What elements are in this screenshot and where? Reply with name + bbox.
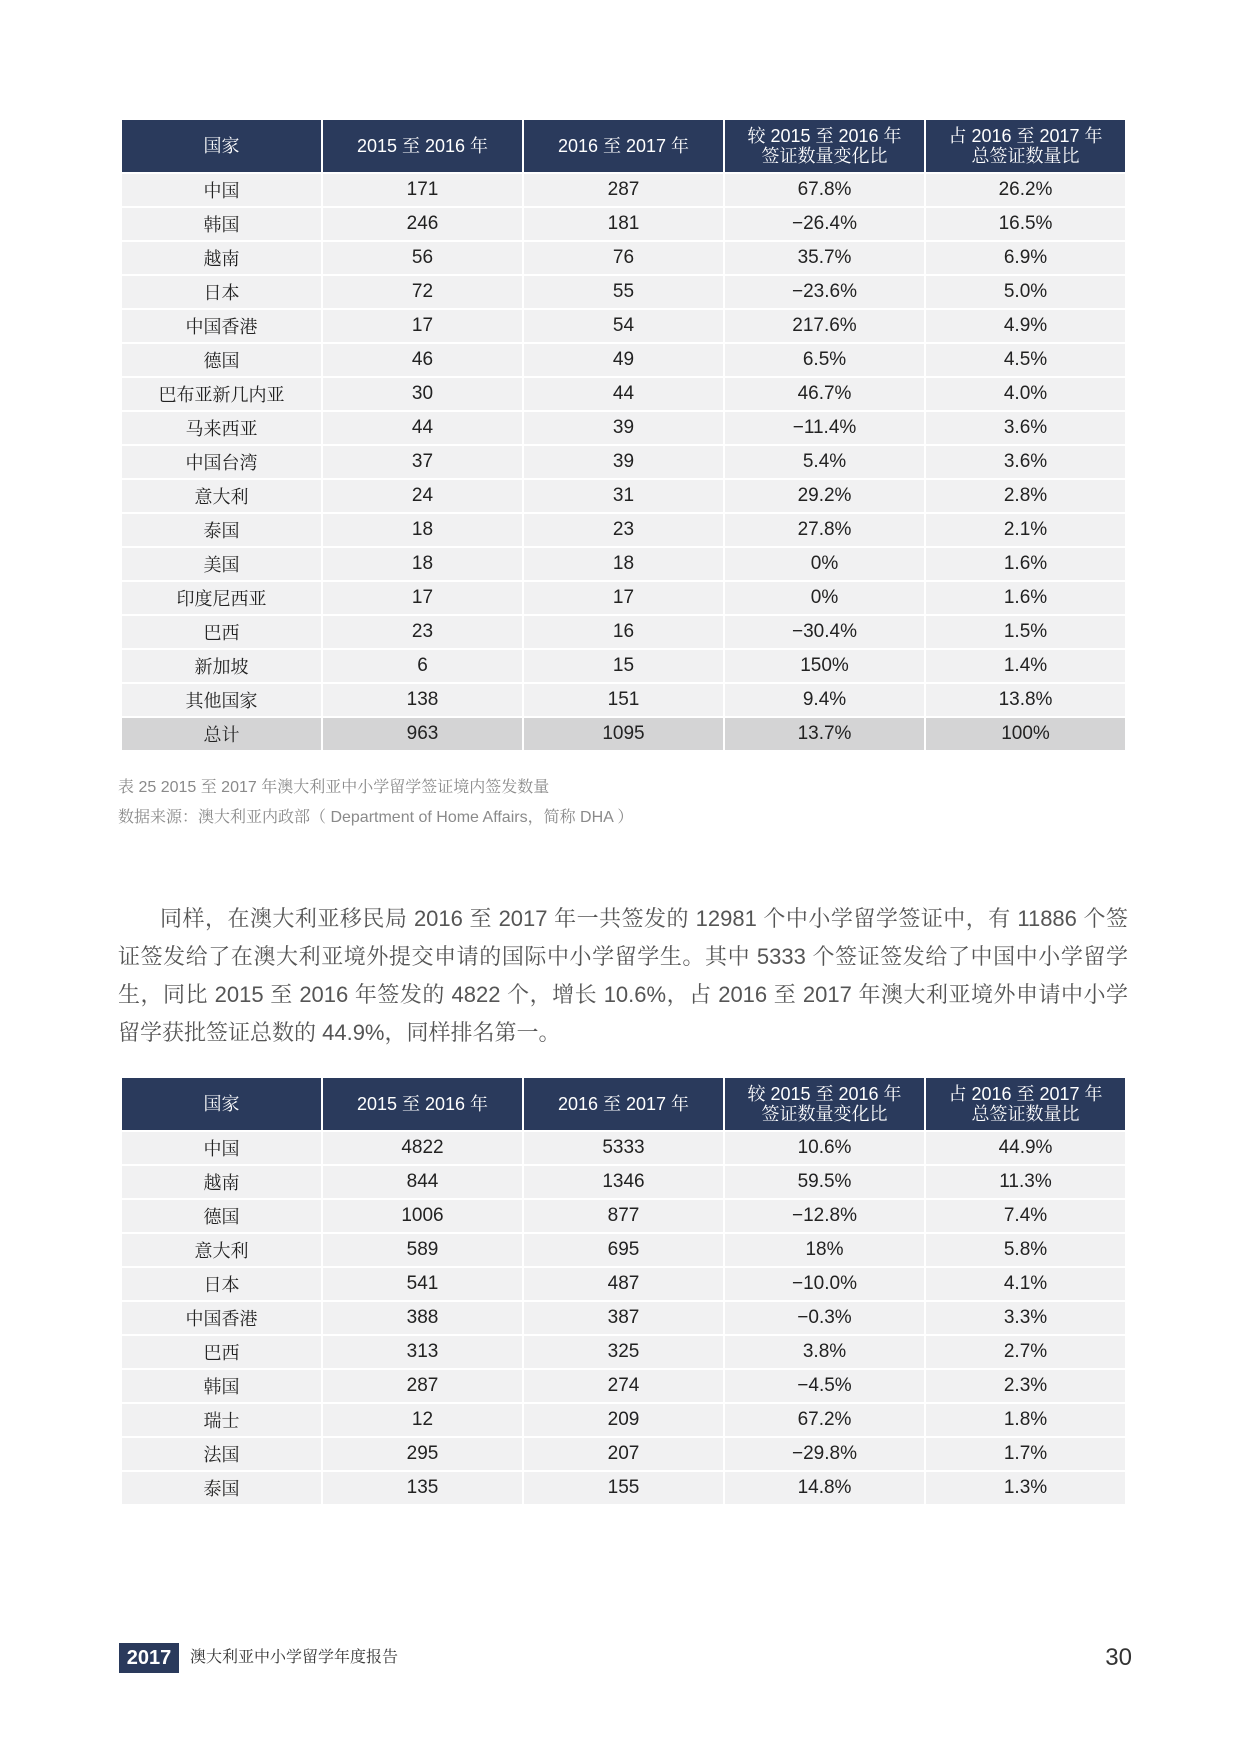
country-cell: 日本	[122, 274, 321, 308]
value-cell: 3.6%	[926, 444, 1125, 478]
value-cell: 3.3%	[926, 1300, 1125, 1334]
table-row	[122, 614, 1125, 648]
value-cell: 26.2%	[926, 172, 1125, 206]
value-cell: 171	[323, 172, 522, 206]
table-row	[122, 410, 1125, 444]
table-row	[122, 1266, 1125, 1300]
column-header-line: 2016 至 2017 年	[557, 136, 690, 156]
country-cell: 意大利	[122, 478, 321, 512]
table-row	[122, 308, 1125, 342]
value-cell: 13.7%	[725, 716, 924, 750]
table-row	[122, 342, 1125, 376]
table-row	[122, 1436, 1125, 1470]
table-row	[122, 682, 1125, 716]
table-row	[122, 648, 1125, 682]
country-cell: 印度尼西亚	[122, 580, 321, 614]
country-cell: 瑞士	[122, 1402, 321, 1436]
column-header-line: 占 2016 至 2017 年	[948, 1084, 1103, 1104]
table-row	[122, 240, 1125, 274]
value-cell: 695	[524, 1232, 723, 1266]
country-cell: 总计	[122, 716, 321, 750]
value-cell: 18%	[725, 1232, 924, 1266]
value-cell: 313	[323, 1334, 522, 1368]
country-cell: 泰国	[122, 1470, 321, 1504]
visa-table-offshore	[120, 1078, 1127, 1504]
value-cell: 67.2%	[725, 1402, 924, 1436]
country-cell: 泰国	[122, 512, 321, 546]
value-cell: 24	[323, 478, 522, 512]
country-cell: 美国	[122, 546, 321, 580]
value-cell: −26.4%	[725, 206, 924, 240]
column-header-line: 2015 至 2016 年	[356, 1094, 489, 1114]
value-cell: 7.4%	[926, 1198, 1125, 1232]
total-row	[122, 716, 1125, 750]
country-cell: 越南	[122, 1164, 321, 1198]
value-cell: −29.8%	[725, 1436, 924, 1470]
table-row	[122, 1300, 1125, 1334]
country-cell: 中国香港	[122, 308, 321, 342]
country-cell: 法国	[122, 1436, 321, 1470]
value-cell: 1006	[323, 1198, 522, 1232]
value-cell: 1.8%	[926, 1402, 1125, 1436]
country-cell: 中国	[122, 172, 321, 206]
country-cell: 巴布亚新几内亚	[122, 376, 321, 410]
value-cell: 246	[323, 206, 522, 240]
table-row	[122, 1232, 1125, 1266]
value-cell: 4.0%	[926, 376, 1125, 410]
country-cell: 中国香港	[122, 1300, 321, 1334]
page-number: 30	[1105, 1644, 1132, 1671]
value-cell: 844	[323, 1164, 522, 1198]
column-header-line: 总签证数量比	[971, 1104, 1080, 1124]
column-header	[725, 1078, 924, 1130]
value-cell: 44.9%	[926, 1130, 1125, 1164]
value-cell: 6.5%	[725, 342, 924, 376]
value-cell: 4822	[323, 1130, 522, 1164]
value-cell: 76	[524, 240, 723, 274]
country-cell: 巴西	[122, 1334, 321, 1368]
value-cell: 44	[323, 410, 522, 444]
visa-table-onshore	[120, 120, 1127, 750]
value-cell: 6.9%	[926, 240, 1125, 274]
value-cell: 1.5%	[926, 614, 1125, 648]
value-cell: −12.8%	[725, 1198, 924, 1232]
value-cell: −0.3%	[725, 1300, 924, 1334]
value-cell: 17	[323, 308, 522, 342]
value-cell: 23	[323, 614, 522, 648]
value-cell: 287	[323, 1368, 522, 1402]
country-cell: 其他国家	[122, 682, 321, 716]
table-row	[122, 1130, 1125, 1164]
country-cell: 巴西	[122, 614, 321, 648]
value-cell: 3.8%	[725, 1334, 924, 1368]
country-cell: 马来西亚	[122, 410, 321, 444]
column-header	[323, 1078, 522, 1130]
value-cell: 5.4%	[725, 444, 924, 478]
body-paragraph: 同样，在澳大利亚移民局 2016 至 2017 年一共签发的 12981 个中小学留学签证中，有 11886 个签证签发给了在澳大利亚境外提交申请的国际中小学留学生。其中 5333 个签证签发给了中国中小学留学生，同比 2015 至 2016 年签发的 4822 个，增长 10.6%，占 2016 至 2017 年澳大利亚境外申请中小学留学获批签证总数的 44.9%，同样排名第一。	[118, 906, 1128, 1045]
value-cell: 5333	[524, 1130, 723, 1164]
value-cell: 5.8%	[926, 1232, 1125, 1266]
value-cell: 2.1%	[926, 512, 1125, 546]
column-header	[725, 120, 924, 172]
value-cell: 1.6%	[926, 546, 1125, 580]
value-cell: 151	[524, 682, 723, 716]
value-cell: 2.8%	[926, 478, 1125, 512]
country-cell: 中国	[122, 1130, 321, 1164]
value-cell: 274	[524, 1368, 723, 1402]
table-row	[122, 1334, 1125, 1368]
table-row	[122, 1198, 1125, 1232]
value-cell: 877	[524, 1198, 723, 1232]
table-caption: 表 25 2015 至 2017 年澳大利亚中小学留学签证境内签发数量	[118, 779, 550, 796]
column-header-line: 较 2015 至 2016 年	[747, 126, 902, 146]
value-cell: 56	[323, 240, 522, 274]
footer-year-badge: 2017	[119, 1643, 179, 1673]
value-cell: 295	[323, 1436, 522, 1470]
country-cell: 新加坡	[122, 648, 321, 682]
value-cell: 18	[524, 546, 723, 580]
table-row	[122, 1368, 1125, 1402]
value-cell: 3.6%	[926, 410, 1125, 444]
value-cell: 14.8%	[725, 1470, 924, 1504]
data-source: 数据来源：澳大利亚内政部（ Department of Home Affairs，简称 DHA ）	[118, 809, 634, 826]
value-cell: 963	[323, 716, 522, 750]
value-cell: 46	[323, 342, 522, 376]
table-row	[122, 1470, 1125, 1504]
value-cell: 27.8%	[725, 512, 924, 546]
value-cell: 150%	[725, 648, 924, 682]
value-cell: 49	[524, 342, 723, 376]
value-cell: 18	[323, 512, 522, 546]
value-cell: 100%	[926, 716, 1125, 750]
table-row	[122, 1164, 1125, 1198]
value-cell: 1.7%	[926, 1436, 1125, 1470]
value-cell: 59.5%	[725, 1164, 924, 1198]
column-header-line: 较 2015 至 2016 年	[747, 1084, 902, 1104]
value-cell: 135	[323, 1470, 522, 1504]
country-cell: 德国	[122, 342, 321, 376]
country-cell: 德国	[122, 1198, 321, 1232]
value-cell: 67.8%	[725, 172, 924, 206]
country-cell: 越南	[122, 240, 321, 274]
value-cell: 5.0%	[926, 274, 1125, 308]
value-cell: 0%	[725, 546, 924, 580]
value-cell: 46.7%	[725, 376, 924, 410]
value-cell: 1.3%	[926, 1470, 1125, 1504]
footer-report-title: 澳大利亚中小学留学年度报告	[190, 1649, 399, 1666]
value-cell: −10.0%	[725, 1266, 924, 1300]
column-header	[323, 120, 522, 172]
value-cell: 16	[524, 614, 723, 648]
value-cell: 17	[524, 580, 723, 614]
value-cell: 388	[323, 1300, 522, 1334]
value-cell: 6	[323, 648, 522, 682]
value-cell: 181	[524, 206, 723, 240]
value-cell: 39	[524, 444, 723, 478]
table-row	[122, 206, 1125, 240]
value-cell: 17	[323, 580, 522, 614]
value-cell: 23	[524, 512, 723, 546]
value-cell: 9.4%	[725, 682, 924, 716]
value-cell: −11.4%	[725, 410, 924, 444]
value-cell: 2.7%	[926, 1334, 1125, 1368]
country-cell: 韩国	[122, 1368, 321, 1402]
table-row	[122, 274, 1125, 308]
table-row	[122, 444, 1125, 478]
column-header	[926, 120, 1125, 172]
value-cell: 155	[524, 1470, 723, 1504]
column-header	[122, 1078, 321, 1130]
value-cell: 31	[524, 478, 723, 512]
value-cell: −4.5%	[725, 1368, 924, 1402]
value-cell: 37	[323, 444, 522, 478]
value-cell: 13.8%	[926, 682, 1125, 716]
value-cell: 1.6%	[926, 580, 1125, 614]
value-cell: 287	[524, 172, 723, 206]
table-row	[122, 1402, 1125, 1436]
table-row	[122, 546, 1125, 580]
value-cell: 35.7%	[725, 240, 924, 274]
value-cell: 18	[323, 546, 522, 580]
value-cell: 1.4%	[926, 648, 1125, 682]
value-cell: 10.6%	[725, 1130, 924, 1164]
value-cell: −30.4%	[725, 614, 924, 648]
column-header	[524, 1078, 723, 1130]
value-cell: 2.3%	[926, 1368, 1125, 1402]
table-row	[122, 376, 1125, 410]
column-header-line: 国家	[203, 1094, 240, 1114]
value-cell: 11.3%	[926, 1164, 1125, 1198]
value-cell: 4.1%	[926, 1266, 1125, 1300]
table-row	[122, 512, 1125, 546]
country-cell: 日本	[122, 1266, 321, 1300]
table-row	[122, 172, 1125, 206]
value-cell: 1095	[524, 716, 723, 750]
value-cell: 29.2%	[725, 478, 924, 512]
column-header-line: 占 2016 至 2017 年	[948, 126, 1103, 146]
value-cell: 16.5%	[926, 206, 1125, 240]
country-cell: 意大利	[122, 1232, 321, 1266]
column-header-line: 2015 至 2016 年	[356, 136, 489, 156]
table-header-row	[122, 120, 1125, 172]
value-cell: 39	[524, 410, 723, 444]
value-cell: 55	[524, 274, 723, 308]
column-header-line: 签证数量变化比	[761, 146, 888, 166]
table-row	[122, 580, 1125, 614]
country-cell: 中国台湾	[122, 444, 321, 478]
value-cell: 325	[524, 1334, 723, 1368]
value-cell: 54	[524, 308, 723, 342]
value-cell: 217.6%	[725, 308, 924, 342]
column-header	[122, 120, 321, 172]
value-cell: 4.5%	[926, 342, 1125, 376]
value-cell: 30	[323, 376, 522, 410]
value-cell: 0%	[725, 580, 924, 614]
table-row	[122, 478, 1125, 512]
column-header-line: 总签证数量比	[971, 146, 1080, 166]
column-header-line: 国家	[203, 136, 240, 156]
column-header	[926, 1078, 1125, 1130]
value-cell: 15	[524, 648, 723, 682]
table-header-row	[122, 1078, 1125, 1130]
column-header-line: 签证数量变化比	[761, 1104, 888, 1124]
value-cell: 589	[323, 1232, 522, 1266]
value-cell: 4.9%	[926, 308, 1125, 342]
value-cell: 541	[323, 1266, 522, 1300]
value-cell: 209	[524, 1402, 723, 1436]
column-header	[524, 120, 723, 172]
value-cell: 44	[524, 376, 723, 410]
value-cell: 1346	[524, 1164, 723, 1198]
value-cell: 12	[323, 1402, 522, 1436]
value-cell: −23.6%	[725, 274, 924, 308]
value-cell: 487	[524, 1266, 723, 1300]
value-cell: 72	[323, 274, 522, 308]
value-cell: 207	[524, 1436, 723, 1470]
column-header-line: 2016 至 2017 年	[557, 1094, 690, 1114]
country-cell: 韩国	[122, 206, 321, 240]
value-cell: 387	[524, 1300, 723, 1334]
value-cell: 138	[323, 682, 522, 716]
